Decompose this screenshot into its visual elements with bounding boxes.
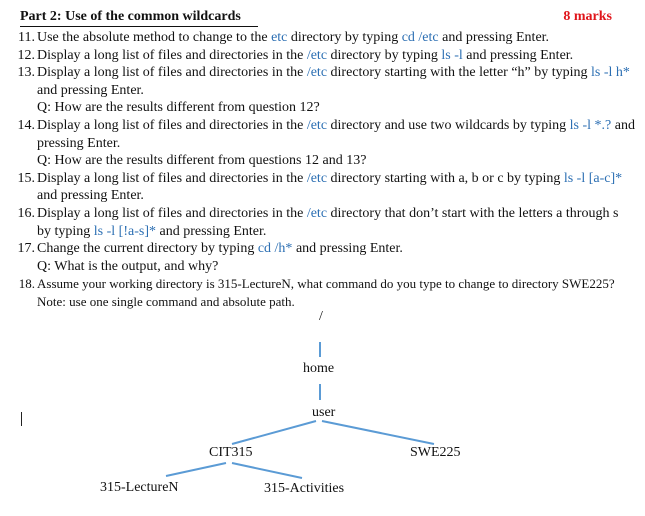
instruction-text: and pressing Enter. bbox=[155, 223, 267, 239]
question-list bbox=[17, 29, 635, 311]
node-root: / bbox=[319, 309, 323, 324]
question-15 bbox=[17, 170, 635, 205]
command-text: ls -l bbox=[441, 47, 463, 63]
question-text bbox=[37, 206, 618, 239]
question-number: 12 . bbox=[17, 47, 35, 65]
title-underline bbox=[20, 26, 258, 27]
command-text: /etc bbox=[306, 65, 328, 81]
instruction-text: Use the absolute method to change to the bbox=[37, 30, 272, 45]
command-text: ls -l *.? bbox=[569, 117, 612, 133]
follow-up-question: Q: What is the output, and why? bbox=[37, 258, 219, 274]
question-17 bbox=[17, 240, 635, 275]
instruction-text: directory starting with a, b or c by typing bbox=[327, 170, 564, 186]
directory-tree bbox=[0, 300, 645, 516]
follow-up-question: Q: How are the results different from question 12? bbox=[37, 100, 320, 116]
question-number: 16 . bbox=[17, 205, 35, 223]
instruction-text: and pressing Enter. bbox=[37, 117, 635, 151]
command-text: ls -l [!a-s]* bbox=[93, 223, 156, 239]
instruction-text: Display a long list of files and directories in the bbox=[37, 65, 307, 81]
section-title: Part 2: Use of the common wildcards bbox=[20, 9, 241, 24]
question-number: 11 . bbox=[17, 29, 35, 47]
line-user-cit315 bbox=[232, 421, 316, 444]
command-text: /etc bbox=[306, 47, 328, 63]
question-text bbox=[37, 65, 630, 98]
question-number: 14 . bbox=[17, 117, 35, 135]
section-header bbox=[20, 9, 610, 29]
line-user-swe225 bbox=[322, 421, 434, 444]
instruction-text: Change the current directory by typing bbox=[37, 241, 258, 257]
node-315-lecturen: 315-LectureN bbox=[100, 480, 179, 495]
question-number: 17 . bbox=[17, 240, 35, 258]
marks-label: 8 marks bbox=[563, 9, 612, 24]
follow-up-question: Q: How are the results different from questions 12 and 13? bbox=[37, 153, 367, 169]
question-number: 18 . bbox=[17, 275, 35, 293]
command-text: etc bbox=[271, 30, 288, 45]
instruction-text: directory that don’t start with the letters a through s by typing bbox=[37, 205, 619, 239]
command-text: ls -l h* bbox=[591, 65, 630, 81]
instruction-text: Display a long list of files and directories in the bbox=[37, 170, 307, 186]
instruction-text: Display a long list of files and directories in the bbox=[37, 205, 307, 221]
instruction-text: Display a long list of files and directories in the bbox=[37, 47, 307, 63]
instruction-text: and pressing Enter. bbox=[292, 241, 403, 257]
instruction-text: directory starting with the letter “h” by typing bbox=[327, 65, 592, 81]
question-14 bbox=[17, 117, 635, 170]
instruction-text: Display a long list of files and directories in the bbox=[37, 117, 307, 133]
node-home: home bbox=[303, 361, 335, 376]
question-number: 13 . bbox=[17, 64, 35, 82]
instruction-text: and pressing Enter. bbox=[37, 82, 144, 98]
instruction-text: and pressing Enter. bbox=[462, 47, 574, 63]
node-315-activities: 315-Activities bbox=[264, 481, 345, 496]
node-user: user bbox=[312, 405, 336, 420]
question-text bbox=[37, 241, 403, 256]
command-text: /etc bbox=[306, 117, 328, 133]
instruction-text: Assume your working directory is 315-LectureN, what command do you type to change to directory SWE225? Note: use one single command and absolute path. bbox=[37, 276, 615, 309]
question-11 bbox=[20, 29, 635, 47]
instruction-text: and pressing Enter. bbox=[37, 188, 144, 204]
question-text bbox=[37, 118, 635, 151]
question-text bbox=[37, 171, 622, 204]
node-swe225: SWE225 bbox=[410, 445, 461, 460]
question-text bbox=[37, 48, 573, 63]
line-cit315-lecture bbox=[166, 463, 226, 476]
question-12 bbox=[17, 47, 635, 65]
node-cit315: CIT315 bbox=[209, 445, 253, 460]
instruction-text: directory and use two wildcards by typing bbox=[327, 117, 570, 133]
question-text bbox=[37, 30, 549, 45]
command-text: ls -l [a-c]* bbox=[563, 170, 623, 186]
command-text: cd /h* bbox=[257, 241, 293, 257]
command-text: /etc bbox=[306, 170, 328, 186]
command-text: cd /etc bbox=[401, 30, 439, 45]
question-number: 15 . bbox=[17, 170, 35, 188]
command-text: /etc bbox=[306, 205, 328, 221]
question-13 bbox=[17, 64, 635, 117]
instruction-text: and pressing Enter. bbox=[438, 30, 550, 45]
instruction-text: directory by typing bbox=[327, 47, 442, 63]
question-16 bbox=[17, 205, 635, 240]
instruction-text: directory by typing bbox=[287, 30, 402, 45]
line-cit315-activities bbox=[232, 463, 302, 478]
